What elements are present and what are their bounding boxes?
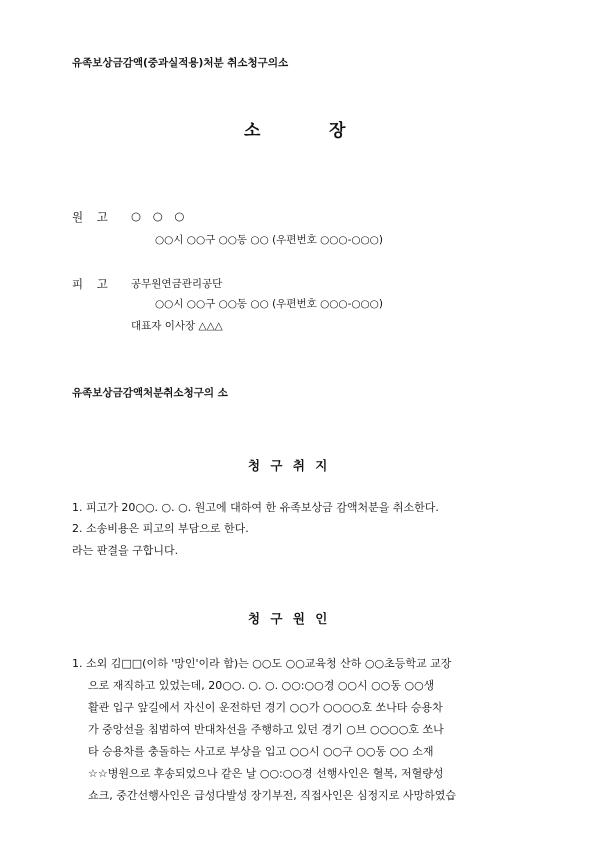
claim-purpose-item: 2. 소송비용은 피고의 부담으로 한다. (72, 522, 249, 535)
claim-cause-line: 타 승용차를 충돌하는 사고로 부상을 입고 ○○시 ○○구 ○○동 ○○ 소재 (88, 745, 434, 758)
plaintiff-name: ○ ○ ○ (131, 209, 185, 223)
defendant-representative: 대표자 이사장 △△△ (131, 320, 223, 332)
claim-cause-line: ☆☆병원으로 후송되었으나 같은 날 ○○:○○경 선행사인은 혈복, 저혈량성 (88, 767, 444, 780)
plaintiff-address: ○○시 ○○구 ○○동 ○○ (우편번호 ○○○-○○○) (155, 234, 383, 246)
claim-cause-heading: 청 구 원 인 (248, 611, 328, 626)
claim-cause-line: 쇼크, 중간선행사인은 급성다발성 장기부전, 직접사인은 심정지로 사망하였습 (88, 789, 457, 802)
claim-purpose-item: 라는 판결을 구합니다. (72, 544, 179, 557)
title-char-right: 장 (329, 121, 346, 141)
claim-cause-line: 가 중앙선을 침범하여 반대차선을 주행하고 있던 경기 ○브 ○○○○호 쏘나 (88, 723, 444, 736)
defendant-label: 피 고 (72, 277, 108, 291)
claim-cause-line: 으로 재직하고 있었는데, 20○○. ○. ○. ○○:○○경 ○○시 ○○동 ○○생 (88, 679, 435, 692)
claim-cause-line: 활관 입구 앞길에서 자신이 운전하던 경기 ○○가 ○○○○호 쏘나타 승용차 (88, 701, 443, 714)
defendant-address: ○○시 ○○구 ○○동 ○○ (우편번호 ○○○-○○○) (155, 298, 383, 310)
case-name: 유족보상금감액처분취소청구의 소 (72, 387, 228, 399)
claim-purpose-item: 1. 피고가 20○○. ○. ○. 원고에 대하여 한 유족보상금 감액처분을 취소한다. (72, 501, 439, 514)
plaintiff-label: 원 고 (72, 210, 108, 224)
defendant-name: 공무원연금관리공단 (131, 278, 223, 290)
document-header: 유족보상금감액(중과실적용)처분 취소청구의소 (72, 57, 289, 69)
title-char-left: 소 (244, 121, 261, 141)
claim-cause-line: 1. 소외 김□□(이하 '망인'이라 함)는 ○○도 ○○교육청 산하 ○○초등학교 교장 (72, 657, 452, 670)
claim-purpose-heading: 청 구 취 지 (248, 458, 328, 473)
